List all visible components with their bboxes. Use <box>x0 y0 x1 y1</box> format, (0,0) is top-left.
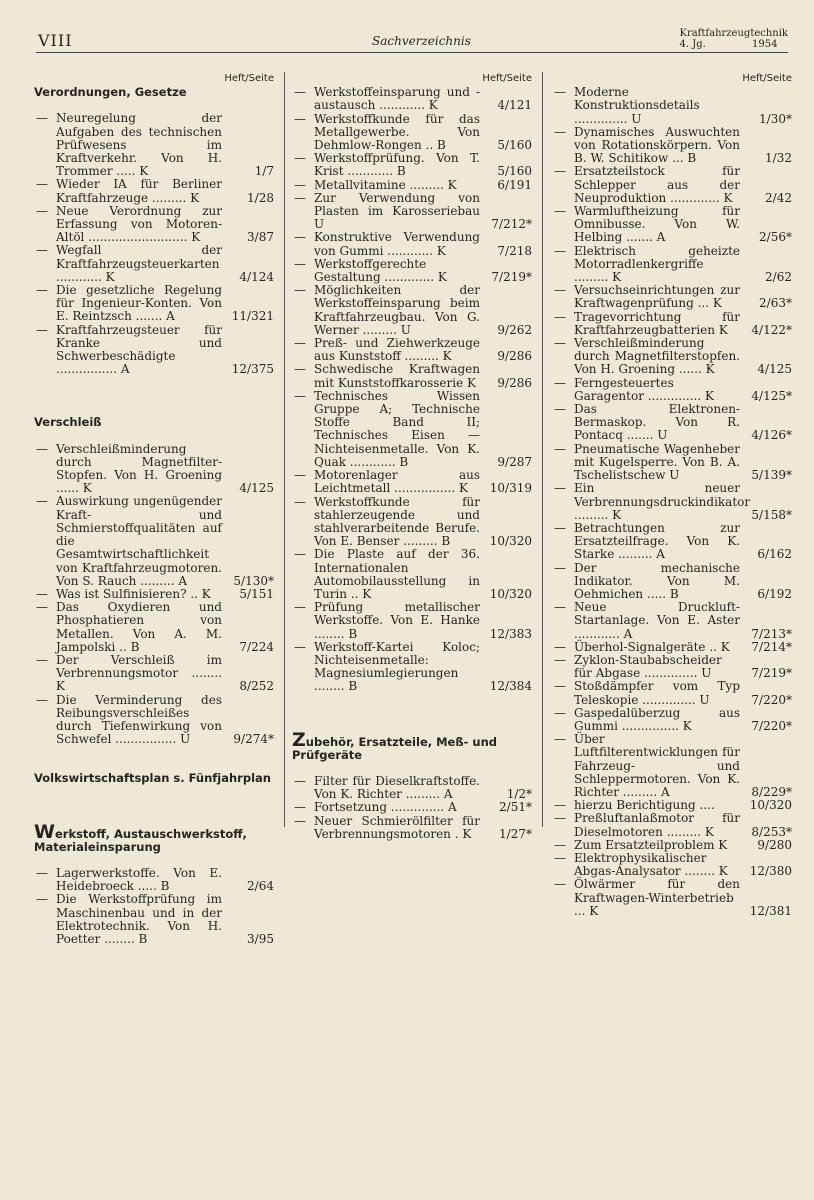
index-entry <box>552 126 792 166</box>
entry-title: Der mechanische Indikator. Von M. Oehmichen ..... B <box>574 560 740 601</box>
entry-reference: 1/27* <box>499 826 532 841</box>
entry-dash: — <box>554 375 566 390</box>
entry-dash: — <box>36 243 48 258</box>
entry-title: Werkstoffkunde für stahlerzeugende und stahlverarbeitende Berufe. Von E. Benser ......... B <box>314 494 480 549</box>
entry-reference: 1/28 <box>247 190 274 205</box>
index-entry <box>552 878 792 918</box>
entry-title: Die Plaste auf der 36. Internationalen Automobilausstellung in Turin .. K <box>314 547 480 601</box>
index-entry <box>34 867 274 893</box>
entry-reference: 4/122* <box>751 322 792 337</box>
entry-title: Überhol-Signalgeräte .. K <box>574 639 730 654</box>
entry-dash: — <box>294 256 306 271</box>
column-header: Heft/Seite <box>742 73 792 84</box>
section-initial: W <box>34 820 55 843</box>
entry-dash: — <box>294 230 306 245</box>
entry-reference: 4/121 <box>497 98 532 113</box>
entry-dash: — <box>554 798 566 813</box>
index-entry <box>34 601 274 654</box>
entry-reference: 12/380 <box>749 864 792 879</box>
entry-title: Elektrisch geheizte Motorradlenkergriffe ......... K <box>574 243 740 285</box>
entry-title: Wegfall der Kraftfahrzeugsteuerkarten ............ K <box>56 243 222 284</box>
index-entry <box>552 733 792 799</box>
entry-title: Betrachtungen zur Ersatzteilfrage. Von K. Starke ......... A <box>574 520 740 562</box>
index-entry <box>292 258 532 284</box>
entry-title: Werkstoff-Kartei Koloc; Nichteisenmetalle: Magnesiumlegierungen ........ B <box>314 639 480 694</box>
entry-dash: — <box>36 892 48 907</box>
index-entry <box>34 654 274 694</box>
entry-title: Der Verschleiß im Verbrennungsmotor ........ K <box>56 652 222 694</box>
entry-reference: 5/158* <box>751 507 792 522</box>
page-number: VIII <box>38 31 73 50</box>
entry-dash: — <box>294 190 306 205</box>
entry-dash: — <box>554 639 566 654</box>
journal-name: Kraftfahrzeugtechnik <box>679 28 788 39</box>
index-entry <box>552 311 792 337</box>
index-entry <box>552 443 792 483</box>
entry-reference: 9/286 <box>497 349 532 364</box>
column-3 <box>552 72 792 918</box>
entry-dash: — <box>36 692 48 707</box>
index-entry <box>292 152 532 178</box>
index-entry <box>292 192 532 232</box>
index-entry <box>292 775 532 801</box>
entry-dash: — <box>36 865 48 880</box>
entry-dash: — <box>294 494 306 509</box>
entry-title: Auswirkung ungenügender Kraft- und Schmierstoffqualitäten auf die Gesamtwirtschaftlichkeit von Kraftfahrzeugmotoren. Von S. Rauch ......... A <box>56 494 222 588</box>
entry-dash: — <box>554 850 566 865</box>
entry-title: Wieder IA für Berliner Kraftfahrzeuge ......... K <box>56 177 222 205</box>
index-entry <box>552 337 792 377</box>
entry-title: Filter für Dieselkraftstoffe. Von K. Richter ......... A <box>314 773 480 802</box>
index-entry <box>552 165 792 205</box>
entry-title: Das Oxydieren und Phosphatieren von Metallen. Von A. M. Jampolski .. B <box>56 600 222 654</box>
entry-reference: 1/7 <box>254 164 274 179</box>
entry-title: Metallvitamine ......... K <box>314 177 457 192</box>
index-entry <box>552 522 792 562</box>
entry-title: Möglichkeiten der Werkstoffeinsparung beim Kraftfahrzeugbau. Von G. Werner ......... U <box>314 283 480 337</box>
entry-title: Die gesetzliche Regelung für Ingenieur-Konten. Von E. Reintzsch ....... A <box>56 283 222 324</box>
entry-reference: 9/286 <box>497 375 532 390</box>
index-entry <box>34 694 274 747</box>
entry-dash: — <box>294 388 306 403</box>
entry-dash: — <box>554 481 566 496</box>
entry-dash: — <box>294 283 306 298</box>
section-heading: Volkswirtschaftsplan s. Fünfjahrplan <box>34 771 271 786</box>
entry-title: Dynamisches Auswuchten von Rotationskörpern. Von B. W. Schitikow ... B <box>574 124 740 166</box>
entry-dash: — <box>294 547 306 562</box>
journal-info <box>679 28 788 50</box>
entry-reference: 7/218 <box>497 243 532 258</box>
entry-dash: — <box>554 204 566 219</box>
entry-reference: 5/151 <box>239 586 274 601</box>
entry-reference: 1/2* <box>506 787 532 802</box>
entry-reference: 8/253* <box>751 824 792 839</box>
entry-title: Zur Verwendung von Plasten im Karosseriebau U <box>314 190 480 232</box>
entry-reference: 10/319 <box>489 481 532 496</box>
entry-reference: 7/220* <box>751 718 792 733</box>
entry-reference: 3/87 <box>247 230 274 245</box>
entry-title: Tragevorrichtung für Kraftfahrzeugbatterien K <box>574 309 740 337</box>
entry-dash: — <box>294 85 306 100</box>
section-heading: Verordnungen, Gesetze <box>34 85 187 100</box>
column-1 <box>34 72 274 946</box>
entry-dash: — <box>294 151 306 166</box>
entry-reference: 6/192 <box>757 586 792 601</box>
entry-dash: — <box>294 600 306 615</box>
entry-title: Die Werkstoffprüfung im Maschinenbau und in der Elektrotechnik. Von H. Poetter ........ B <box>56 892 222 946</box>
index-entry <box>292 601 532 641</box>
entry-reference: 10/320 <box>749 798 792 813</box>
entry-dash: — <box>294 639 306 654</box>
header-rule <box>36 52 788 53</box>
index-entry <box>552 284 792 310</box>
index-entry <box>292 390 532 469</box>
entry-dash: — <box>554 560 566 575</box>
entry-dash: — <box>294 800 306 815</box>
entry-title: Pneumatische Wagenheber mit Kugelsperre. Von B. A. Tschelistschew U <box>574 441 740 483</box>
entry-title: Verschleißminderung durch Magnetfilterstopfen. Von H. Groening ...... K <box>574 336 740 377</box>
index-entry <box>292 86 532 112</box>
entry-reference: 4/125 <box>239 481 274 496</box>
entry-dash: — <box>554 283 566 298</box>
entry-reference: 5/130* <box>233 573 274 588</box>
index-entry <box>552 812 792 838</box>
entry-title: Motorenlager aus Leichtmetall ................ K <box>314 468 480 496</box>
entry-title: Technisches Wissen Gruppe A; Technische Stoffe Band II; Technisches Eisen — Nichteisenmetalle. Von K. Quak ............ B <box>314 388 480 469</box>
entry-reference: 11/321 <box>231 309 274 324</box>
entry-title: Stoßdämpfer vom Typ Teleskopie .............. U <box>574 679 740 707</box>
entry-reference: 2/56* <box>759 230 792 245</box>
entry-reference: 2/64 <box>247 879 274 894</box>
entry-dash: — <box>554 837 566 852</box>
entry-title: Das Elektronen-Bermaskop. Von R. Pontacq ....... U <box>574 402 740 443</box>
entry-dash: — <box>554 652 566 667</box>
entry-title: Neue Verordnung zur Erfassung von Motoren-Altöl .......................... K <box>56 203 222 245</box>
entry-title: Kraftfahrzeugsteuer für Kranke und Schwerbeschädigte ................ A <box>56 322 222 377</box>
entry-dash: — <box>554 732 566 747</box>
section-heading: Zubehör, Ersatzteile, Meß- und Prüfgeräte <box>292 728 498 762</box>
entry-reference: 4/124 <box>239 269 274 284</box>
index-entry <box>34 443 274 496</box>
entry-title: Prüfung metallischer Werkstoffe. Von E. Hanke ........ B <box>314 600 480 641</box>
entry-title: Zyklon-Staubabscheider für Abgase .............. U <box>574 652 722 681</box>
column-header: Heft/Seite <box>482 73 532 84</box>
entry-reference: 9/274* <box>233 732 274 747</box>
entry-title: Neuer Schmierölfilter für Verbrennungsmotoren . K <box>314 813 480 841</box>
entry-reference: 7/220* <box>751 692 792 707</box>
entry-reference: 6/191 <box>497 177 532 192</box>
entry-title: Werkstoffkunde für das Metallgewerbe. Von Dehmlow-Rongen .. B <box>314 111 480 153</box>
entry-reference: 2/51* <box>499 800 532 815</box>
column-divider <box>542 72 543 827</box>
index-entry <box>34 178 274 204</box>
entry-dash: — <box>294 111 306 126</box>
index-entry <box>34 205 274 245</box>
index-entry <box>292 641 532 694</box>
entry-title: Schwedische Kraftwagen mit Kunststoffkarosserie K <box>314 362 480 390</box>
entry-title: Lagerwerkstoffe. Von E. Heidebroeck ..... B <box>56 865 222 894</box>
entry-title: Ersatzteilstock für Schlepper aus der Neuproduktion ............. K <box>574 164 740 205</box>
journal-year: 1954 <box>752 39 778 50</box>
index-entry <box>552 377 792 403</box>
entry-reference: 7/212* <box>491 217 532 232</box>
entry-dash: — <box>554 336 566 351</box>
index-entry <box>552 245 792 285</box>
entry-reference: 2/62 <box>765 270 792 285</box>
entry-title: Konstruktive Verwendung von Gummi ............ K <box>314 230 480 258</box>
index-entry <box>292 801 532 814</box>
entry-reference: 9/287 <box>497 454 532 469</box>
entry-dash: — <box>36 494 48 509</box>
section-heading: Verschleiß <box>34 415 102 430</box>
entry-reference: 8/252 <box>239 679 274 694</box>
entry-reference: 2/42 <box>765 190 792 205</box>
entry-dash: — <box>554 877 566 892</box>
entry-reference: 5/160 <box>497 138 532 153</box>
entry-dash: — <box>36 111 48 126</box>
entry-reference: 12/381 <box>749 903 792 918</box>
entry-title: Ferngesteuertes Garagentor .............. K <box>574 375 714 403</box>
entry-title: Ölwärmer für den Kraftwagen-Winterbetrieb ... K <box>574 877 740 918</box>
column-header: Heft/Seite <box>224 73 274 84</box>
entry-reference: 1/32 <box>765 151 792 166</box>
entry-reference: 9/280 <box>757 837 792 852</box>
section-heading: Werkstoff, Austauschwerkstoff, Materialeinsparung <box>34 820 247 854</box>
entry-dash: — <box>36 600 48 615</box>
entry-dash: — <box>554 309 566 324</box>
entry-title: Preßluftanlaßmotor für Dieselmotoren ......... K <box>574 811 740 839</box>
index-entry <box>552 86 792 126</box>
entry-dash: — <box>294 813 306 828</box>
index-entry <box>34 495 274 587</box>
entry-title: Über Luftfilterentwicklungen für Fahrzeug- und Schleppermotoren. Von K. Richter ......... A <box>574 732 740 799</box>
entry-dash: — <box>554 600 566 615</box>
index-entry <box>552 641 792 654</box>
index-entry <box>552 654 792 680</box>
index-entry <box>292 363 532 389</box>
entry-dash: — <box>36 586 48 601</box>
index-entry <box>292 284 532 337</box>
entry-title: Werkstoffeinsparung und -austausch ............ K <box>314 85 480 113</box>
entry-reference: 1/30* <box>759 111 792 126</box>
entry-dash: — <box>294 336 306 351</box>
index-entry <box>552 601 792 641</box>
index-entry <box>292 179 532 192</box>
entry-reference: 12/384 <box>489 679 532 694</box>
entry-dash: — <box>36 441 48 456</box>
column-divider <box>284 72 285 827</box>
entry-reference: 5/160 <box>497 164 532 179</box>
entry-reference: 12/375 <box>231 362 274 377</box>
entry-reference: 12/383 <box>489 626 532 641</box>
entry-title: Zum Ersatzteilproblem K <box>574 837 728 852</box>
page-title: Sachverzeichnis <box>372 34 471 48</box>
entry-dash: — <box>36 177 48 192</box>
entry-dash: — <box>294 773 306 788</box>
entry-dash: — <box>554 85 566 100</box>
index-entry <box>292 548 532 601</box>
index-entry <box>552 680 792 706</box>
entry-title: Werkstoffprüfung. Von T. Krist ............ B <box>314 151 480 179</box>
index-entry <box>34 284 274 324</box>
entry-dash: — <box>294 468 306 483</box>
entry-title: Preß- und Ziehwerkzeuge aus Kunststoff ......... K <box>314 336 480 364</box>
entry-reference: 10/320 <box>489 534 532 549</box>
entry-dash: — <box>554 811 566 826</box>
entry-dash: — <box>294 362 306 377</box>
entry-reference: 7/219* <box>491 270 532 285</box>
entry-dash: — <box>554 520 566 535</box>
index-entry <box>552 205 792 245</box>
entry-title: Neue Druckluft-Startanlage. Von E. Aster ............ A <box>574 600 740 641</box>
entry-title: Gaspedalüberzug aus Gummi ............... K <box>574 705 740 733</box>
index-entry <box>552 562 792 602</box>
index-entry <box>552 403 792 443</box>
index-entry <box>552 707 792 733</box>
entry-reference: 6/162 <box>757 547 792 562</box>
index-entry <box>292 231 532 257</box>
index-entry <box>292 496 532 549</box>
entry-dash: — <box>294 177 306 192</box>
entry-dash: — <box>554 441 566 456</box>
entry-reference: 2/63* <box>759 296 792 311</box>
entry-dash: — <box>554 402 566 417</box>
entry-title: Neuregelung der Aufgaben des technischen Prüfwesens im Kraftverkehr. Von H. Trommer ..... K <box>56 111 222 179</box>
index-entry <box>552 482 792 522</box>
entry-dash: — <box>554 705 566 720</box>
entry-title: Was ist Sulfinisieren? .. K <box>56 586 211 601</box>
entry-title: Moderne Konstruktionsdetails .............. U <box>574 85 700 126</box>
entry-dash: — <box>36 283 48 298</box>
entry-title: Fortsetzung .............. A <box>314 800 457 815</box>
entry-title: Versuchseinrichtungen zur Kraftwagenprüfung ... K <box>574 283 740 311</box>
entry-dash: — <box>36 652 48 667</box>
entry-reference: 7/224 <box>239 639 274 654</box>
entry-title: Ein neuer Verbrennungsdruckindikator ......... K <box>574 481 751 522</box>
entry-dash: — <box>554 243 566 258</box>
index-entry <box>34 244 274 284</box>
entry-reference: 8/229* <box>751 784 792 799</box>
entry-dash: — <box>554 679 566 694</box>
journal-volume: 4. Jg. <box>679 39 706 50</box>
index-entry <box>552 852 792 878</box>
entry-reference: 5/139* <box>751 468 792 483</box>
index-entry <box>292 113 532 153</box>
entry-dash: — <box>554 124 566 139</box>
entry-reference: 9/262 <box>497 322 532 337</box>
index-entry <box>292 469 532 495</box>
index-entry <box>292 337 532 363</box>
entry-reference: 4/125 <box>757 362 792 377</box>
entry-reference: 4/126* <box>751 428 792 443</box>
entry-reference: 7/219* <box>751 666 792 681</box>
column-2 <box>292 72 532 841</box>
section-initial: Z <box>292 728 306 751</box>
entry-title: Verschleißminderung durch Magnetfilter-Stopfen. Von H. Groening ...... K <box>56 441 222 496</box>
index-entry <box>552 839 792 852</box>
entry-title: Warmluftheizung für Omnibusse. Von W. Helbing ....... A <box>574 204 740 245</box>
entry-reference: 7/214* <box>751 639 792 654</box>
entry-reference: 10/320 <box>489 586 532 601</box>
index-entry <box>34 893 274 946</box>
entry-dash: — <box>36 203 48 218</box>
entry-title: Die Verminderung des Reibungsverschleißes durch Tiefenwirkung von Schwefel ................ U <box>56 692 222 747</box>
index-entry <box>292 815 532 841</box>
entry-dash: — <box>554 164 566 179</box>
entry-reference: 3/95 <box>247 931 274 946</box>
entry-reference: 4/125* <box>751 388 792 403</box>
entry-dash: — <box>36 322 48 337</box>
entry-reference: 7/213* <box>751 626 792 641</box>
index-entry <box>34 112 274 178</box>
entry-title: Elektrophysikalischer Abgas-Analysator ........ K <box>574 850 728 879</box>
index-entry <box>34 324 274 377</box>
entry-title: hierzu Berichtigung .... <box>574 798 715 813</box>
entry-title: Werkstoffgerechte Gestaltung ............. K <box>314 256 447 285</box>
